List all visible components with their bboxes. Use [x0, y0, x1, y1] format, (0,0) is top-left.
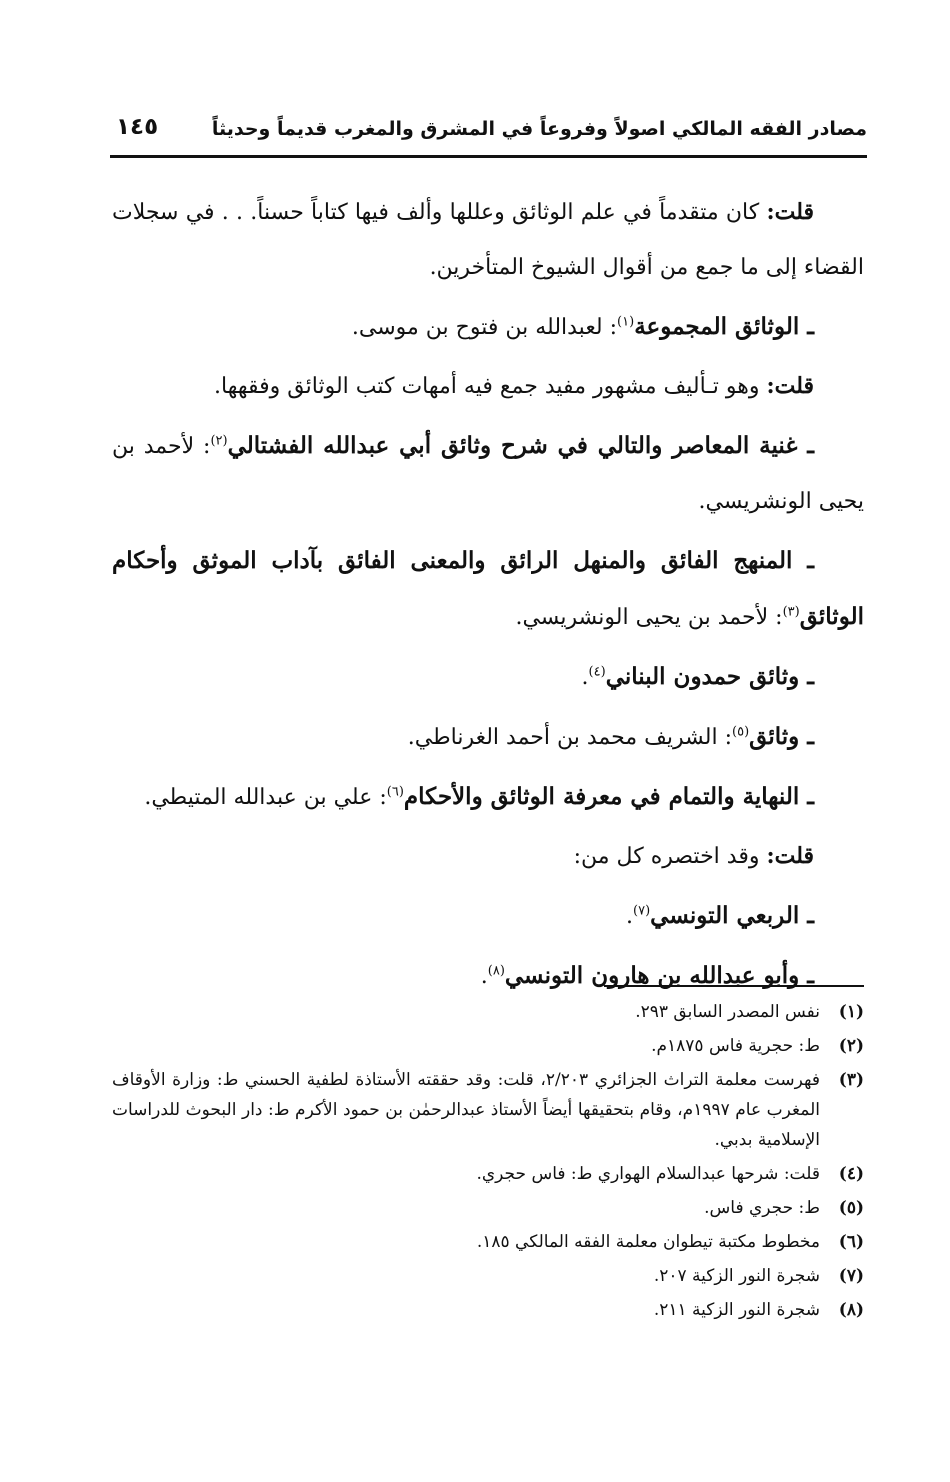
footnote-number: (١) [838, 1002, 864, 1022]
entry [112, 533, 864, 645]
footnote [112, 1065, 864, 1155]
footnote-number: (٣) [838, 1070, 864, 1090]
entry-author: . [581, 665, 589, 690]
paragraph-text: وقد اختصره كل من: [573, 844, 767, 869]
footnote [112, 1261, 864, 1291]
paragraph-text: كان متقدماً في علم الوثائق وعللها وألف فيها كتاباً حسناً. . . في سجلات القضاء إلى ما جمع من أقوال الشيوخ المتأخرين. [112, 200, 864, 280]
entry-author: : علي بن عبدالله المتيطي. [144, 785, 387, 810]
footnote-ref[interactable]: (٦) [386, 784, 404, 800]
footnote-ref[interactable]: (٧) [633, 903, 651, 919]
paragraph [112, 185, 864, 295]
running-header [110, 112, 867, 152]
entry-author: : لأحمد بن يحيى الونشريسي. [515, 605, 783, 630]
footnote-number: (٥) [838, 1198, 864, 1218]
entry-title: ـ غنية المعاصر والتالي في شرح وثائق أبي عبدالله الفشتالي [227, 432, 814, 459]
paragraph-label: قلت: [766, 199, 814, 225]
footnotes [112, 997, 864, 1329]
entry-punct: . [480, 964, 488, 989]
entry-title: ـ الوثائق المجموعة [634, 313, 814, 340]
footnote-number: (٨) [838, 1300, 864, 1320]
entry-punct: . [626, 904, 634, 929]
entry-title: ـ وثائق [749, 723, 814, 750]
entry-author: : لعبدالله بن فتوح بن موسى. [351, 315, 618, 340]
footnote [112, 997, 864, 1027]
entry-title: ـ المنهج الفائق والمنهل الرائق والمعنى الفائق بآداب الموثق وأحكام الوثائق [112, 547, 864, 630]
entry-title: ـ النهاية والتمام في معرفة الوثائق والأحكام [403, 783, 814, 810]
entry [112, 709, 864, 765]
paragraph-label: قلت: [766, 373, 814, 399]
entry [112, 769, 864, 825]
footnote-divider [604, 985, 864, 987]
main-text [112, 185, 864, 1004]
footnote-text: شجرة النور الزكية ٢١١. [653, 1300, 820, 1320]
entry [112, 948, 864, 1004]
entry-author: : الشريف محمد بن أحمد الغرناطي. [407, 725, 732, 750]
header-divider [110, 155, 867, 158]
footnote-text: شجرة النور الزكية ٢٠٧. [653, 1266, 820, 1286]
footnote-ref[interactable]: (١) [617, 314, 635, 330]
paragraph [112, 829, 864, 884]
footnote [112, 1159, 864, 1189]
paragraph-label: قلت: [766, 843, 814, 869]
footnote-text: نفس المصدر السابق ٢٩٣. [635, 1002, 820, 1022]
entry [112, 649, 864, 705]
footnote-text: قلت: شرحها عبدالسلام الهواري ط: فاس حجري. [476, 1164, 820, 1184]
footnote [112, 1295, 864, 1325]
footnote-ref[interactable]: (٣) [782, 604, 800, 620]
footnote-text: ط: حجرية فاس ١٨٧٥م. [651, 1036, 820, 1056]
entry [112, 888, 864, 944]
footnote-ref[interactable]: (٥) [732, 724, 750, 740]
running-header-title: مصادر الفقه المالكي اصولاً وفروعاً في المشرق والمغرب قديماً وحديثاً [211, 118, 867, 140]
footnote-number: (٦) [838, 1232, 864, 1252]
footnote-number: (٤) [838, 1164, 864, 1184]
paragraph-text: وهو تـأليف مشهور مفيد جمع فيه أمهات كتب الوثائق وفقهها. [214, 374, 767, 399]
footnote [112, 1193, 864, 1223]
entry-title: ـ وثائق حمدون البناني [605, 663, 814, 690]
footnote [112, 1227, 864, 1257]
entry-title: ـ وأبو عبدالله بن هارون التونسي [504, 962, 814, 989]
footnote [112, 1031, 864, 1061]
footnote-ref[interactable]: (٨) [487, 963, 505, 979]
footnote-number: (٧) [838, 1266, 864, 1286]
entry [112, 299, 864, 355]
footnote-ref[interactable]: (٤) [588, 664, 606, 680]
entry [112, 418, 864, 529]
footnote-number: (٢) [838, 1036, 864, 1056]
entry-author: : لأحمد بن يحيى الونشريسي. [112, 434, 864, 514]
footnote-text: ط: حجري فاس. [704, 1198, 820, 1218]
paragraph [112, 359, 864, 414]
footnote-ref[interactable]: (٢) [210, 433, 228, 449]
page-number: ١٤٥ [116, 114, 159, 140]
entry-title: ـ الربعي التونسي [650, 902, 814, 929]
footnote-text: مخطوط مكتبة تيطوان معلمة الفقه المالكي ١٨٥. [476, 1232, 820, 1252]
footnote-text: فهرست معلمة التراث الجزائري ٢/٢٠٣، قلت: وقد حققته الأستاذة لطفية الحسني ط: وزارة الأوقاف المغرب عام ١٩٩٧م، وقام بتحقيقها أيضاً الأستاذ عبدالرحمٰن بن حمود الأكرم ط: دار البحوث للدراسات الإسلامية بدبي. [112, 1070, 820, 1150]
